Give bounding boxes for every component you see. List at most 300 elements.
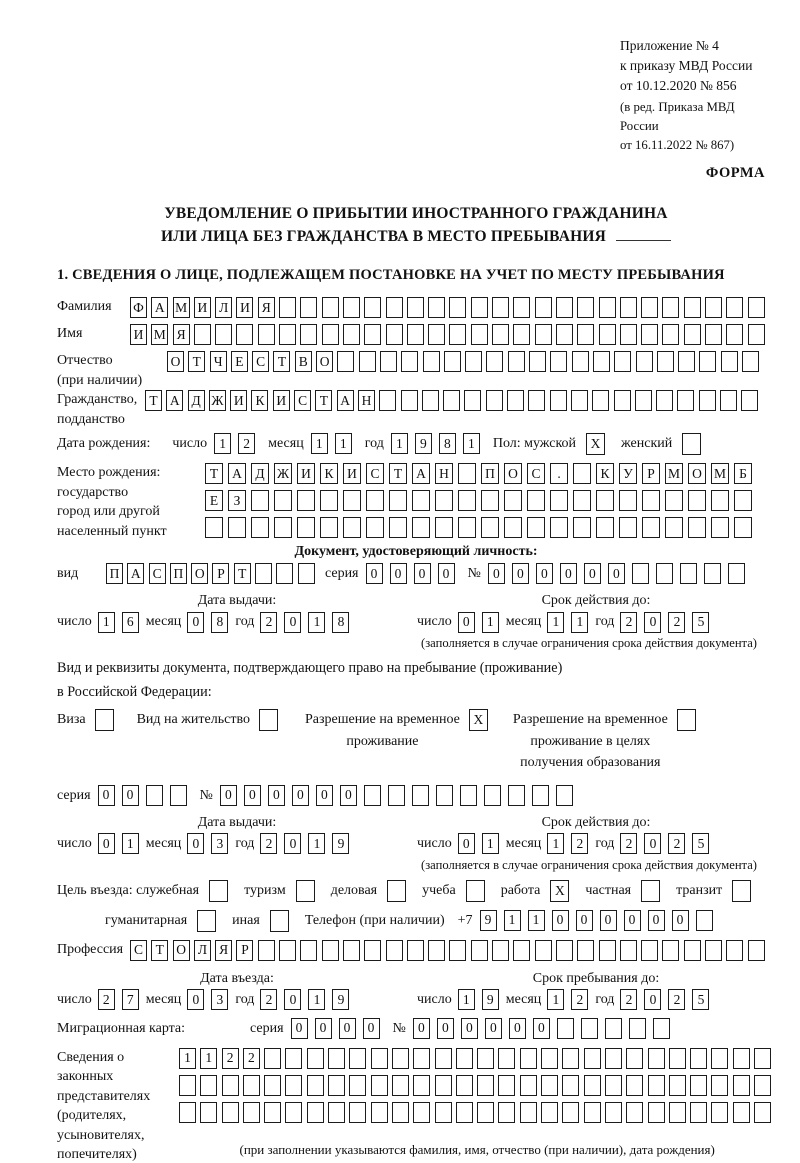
birthplace-cell[interactable] <box>573 463 591 484</box>
firstname-cell[interactable] <box>428 324 445 345</box>
citizenship-cell[interactable] <box>550 390 567 411</box>
doc-type-cell[interactable]: П <box>106 563 123 584</box>
visit-purpose-checkbox[interactable] <box>296 880 315 902</box>
representatives-cell[interactable]: 1 <box>200 1048 217 1069</box>
entry-dates-left-month-cell[interactable]: 0 <box>187 989 204 1010</box>
patronymic-cell[interactable] <box>593 351 610 372</box>
birthplace-cell[interactable]: . <box>550 463 568 484</box>
doc-dates-right-day-cell[interactable]: 1 <box>482 612 499 633</box>
birthplace-cell[interactable] <box>343 490 361 511</box>
patronymic-cell[interactable] <box>572 351 589 372</box>
birthdate-cell[interactable]: 9 <box>415 433 432 454</box>
birthplace-cell[interactable] <box>389 490 407 511</box>
birthplace-cell[interactable] <box>504 517 522 538</box>
citizenship-cell[interactable] <box>464 390 481 411</box>
doc-type-cell[interactable] <box>255 563 272 584</box>
doc-type-cell[interactable]: П <box>170 563 187 584</box>
doc-type-cell[interactable] <box>728 563 745 584</box>
representatives-cell[interactable] <box>222 1102 239 1123</box>
birthplace-cell[interactable]: О <box>504 463 522 484</box>
entry-dates-left-day-cell[interactable]: 2 <box>98 989 115 1010</box>
birthplace-cell[interactable] <box>481 517 499 538</box>
firstname-cell[interactable] <box>662 324 679 345</box>
permit-dates-left-year-cell[interactable]: 1 <box>308 833 325 854</box>
citizenship-cell[interactable]: Ж <box>209 390 226 411</box>
visit-purpose-checkbox[interactable] <box>641 880 660 902</box>
migration-card-cell[interactable]: 0 <box>533 1018 550 1039</box>
representatives-cell[interactable] <box>392 1075 409 1096</box>
firstname-cell[interactable] <box>535 324 552 345</box>
migration-card-cell[interactable]: 0 <box>461 1018 478 1039</box>
birthplace-cell[interactable] <box>458 490 476 511</box>
profession-cell[interactable] <box>748 940 765 961</box>
profession-cell[interactable] <box>258 940 275 961</box>
surname-cell[interactable] <box>641 297 658 318</box>
representatives-cell[interactable] <box>711 1102 728 1123</box>
birthplace-cell[interactable]: Е <box>205 490 223 511</box>
firstname-cell[interactable] <box>641 324 658 345</box>
citizenship-cell[interactable]: Т <box>315 390 332 411</box>
surname-cell[interactable] <box>407 297 424 318</box>
residence-permits-checkbox[interactable] <box>259 709 278 731</box>
migration-card-cell[interactable]: 0 <box>413 1018 430 1039</box>
profession-cell[interactable] <box>492 940 509 961</box>
profession-cell[interactable] <box>279 940 296 961</box>
profession-cell[interactable] <box>386 940 403 961</box>
profession-cell[interactable]: О <box>173 940 190 961</box>
permit-dates-right-day-cell[interactable]: 0 <box>458 833 475 854</box>
firstname-cell[interactable] <box>577 324 594 345</box>
birthdate-cell[interactable]: 8 <box>439 433 456 454</box>
surname-cell[interactable]: Я <box>258 297 275 318</box>
representatives-cell[interactable] <box>179 1075 196 1096</box>
doc-type-cell[interactable] <box>298 563 315 584</box>
patronymic-cell[interactable] <box>699 351 716 372</box>
visit-purpose-2-cell[interactable]: 0 <box>648 910 665 931</box>
patronymic-cell[interactable] <box>678 351 695 372</box>
patronymic-cell[interactable] <box>337 351 354 372</box>
birthplace-cell[interactable] <box>596 517 614 538</box>
birthplace-cell[interactable]: И <box>297 463 315 484</box>
surname-cell[interactable] <box>279 297 296 318</box>
birthplace-cell[interactable]: А <box>228 463 246 484</box>
doc-dates-right-year-cell[interactable]: 2 <box>620 612 637 633</box>
doc-dates-right-year-cell[interactable]: 0 <box>644 612 661 633</box>
birthplace-cell[interactable] <box>435 517 453 538</box>
doc-type-cell[interactable]: А <box>127 563 144 584</box>
doc-type-cell[interactable]: 0 <box>488 563 505 584</box>
permit-series-cell[interactable] <box>436 785 453 806</box>
patronymic-cell[interactable] <box>721 351 738 372</box>
representatives-cell[interactable] <box>648 1075 665 1096</box>
patronymic-cell[interactable] <box>444 351 461 372</box>
profession-cell[interactable] <box>705 940 722 961</box>
patronymic-cell[interactable] <box>359 351 376 372</box>
representatives-cell[interactable] <box>200 1075 217 1096</box>
patronymic-cell[interactable]: С <box>252 351 269 372</box>
patronymic-cell[interactable] <box>636 351 653 372</box>
representatives-cell[interactable] <box>690 1075 707 1096</box>
doc-type-cell[interactable]: 0 <box>414 563 431 584</box>
surname-cell[interactable] <box>556 297 573 318</box>
birthplace-cell[interactable] <box>251 517 269 538</box>
firstname-cell[interactable] <box>215 324 232 345</box>
representatives-cell[interactable] <box>733 1075 750 1096</box>
representatives-cell[interactable] <box>264 1102 281 1123</box>
birthdate-cell[interactable]: 2 <box>238 433 255 454</box>
representatives-cell[interactable] <box>562 1075 579 1096</box>
profession-cell[interactable]: Т <box>151 940 168 961</box>
doc-type-cell[interactable] <box>704 563 721 584</box>
permit-series-cell[interactable] <box>508 785 525 806</box>
surname-cell[interactable] <box>428 297 445 318</box>
birthplace-cell[interactable]: Д <box>251 463 269 484</box>
birthplace-cell[interactable]: С <box>366 463 384 484</box>
patronymic-cell[interactable]: Е <box>231 351 248 372</box>
representatives-cell[interactable] <box>605 1102 622 1123</box>
surname-cell[interactable] <box>449 297 466 318</box>
representatives-cell[interactable] <box>498 1075 515 1096</box>
representatives-cell[interactable] <box>626 1075 643 1096</box>
doc-type-cell[interactable]: С <box>149 563 166 584</box>
citizenship-cell[interactable] <box>741 390 758 411</box>
permit-series-cell[interactable]: 0 <box>220 785 237 806</box>
patronymic-cell[interactable] <box>423 351 440 372</box>
patronymic-cell[interactable] <box>380 351 397 372</box>
birthplace-cell[interactable] <box>274 517 292 538</box>
permit-series-cell[interactable] <box>170 785 187 806</box>
birthplace-cell[interactable]: М <box>711 463 729 484</box>
representatives-cell[interactable] <box>498 1048 515 1069</box>
citizenship-cell[interactable]: Д <box>188 390 205 411</box>
permit-series-cell[interactable]: 0 <box>122 785 139 806</box>
migration-card-cell[interactable] <box>557 1018 574 1039</box>
doc-dates-right-year-cell[interactable]: 5 <box>692 612 709 633</box>
profession-cell[interactable]: Я <box>215 940 232 961</box>
birthplace-cell[interactable]: Т <box>205 463 223 484</box>
firstname-cell[interactable] <box>748 324 765 345</box>
migration-card-cell[interactable]: 0 <box>315 1018 332 1039</box>
firstname-cell[interactable] <box>620 324 637 345</box>
representatives-cell[interactable] <box>285 1102 302 1123</box>
representatives-cell[interactable] <box>413 1075 430 1096</box>
surname-cell[interactable]: И <box>236 297 253 318</box>
profession-cell[interactable] <box>535 940 552 961</box>
permit-series-cell[interactable] <box>484 785 501 806</box>
migration-card-cell[interactable]: 0 <box>363 1018 380 1039</box>
representatives-cell[interactable] <box>711 1075 728 1096</box>
doc-type-cell[interactable]: 0 <box>584 563 601 584</box>
doc-dates-left-month-cell[interactable]: 0 <box>187 612 204 633</box>
doc-dates-left-year-cell[interactable]: 0 <box>284 612 301 633</box>
entry-dates-right-month-cell[interactable]: 1 <box>547 989 564 1010</box>
birthplace-cell[interactable] <box>366 517 384 538</box>
citizenship-cell[interactable] <box>486 390 503 411</box>
representatives-cell[interactable] <box>605 1048 622 1069</box>
visit-purpose-2-cell[interactable]: 0 <box>576 910 593 931</box>
representatives-cell[interactable] <box>307 1075 324 1096</box>
permit-series-cell[interactable]: 0 <box>340 785 357 806</box>
representatives-cell[interactable] <box>371 1102 388 1123</box>
visit-purpose-2-checkbox[interactable] <box>270 910 289 932</box>
profession-cell[interactable] <box>407 940 424 961</box>
birthdate-checkbox[interactable] <box>682 433 701 455</box>
surname-cell[interactable]: Л <box>215 297 232 318</box>
doc-type-cell[interactable]: Т <box>234 563 251 584</box>
surname-cell[interactable]: А <box>151 297 168 318</box>
permit-dates-right-year-cell[interactable]: 2 <box>668 833 685 854</box>
surname-cell[interactable] <box>662 297 679 318</box>
birthplace-cell[interactable] <box>596 490 614 511</box>
profession-cell[interactable] <box>322 940 339 961</box>
entry-dates-right-year-cell[interactable]: 5 <box>692 989 709 1010</box>
birthplace-cell[interactable]: З <box>228 490 246 511</box>
birthplace-cell[interactable] <box>711 490 729 511</box>
entry-dates-left-year-cell[interactable]: 9 <box>332 989 349 1010</box>
representatives-cell[interactable] <box>541 1075 558 1096</box>
doc-dates-right-month-cell[interactable]: 1 <box>571 612 588 633</box>
representatives-cell[interactable] <box>392 1048 409 1069</box>
migration-card-cell[interactable]: 0 <box>339 1018 356 1039</box>
birthplace-cell[interactable] <box>228 517 246 538</box>
doc-type-cell[interactable]: 0 <box>512 563 529 584</box>
surname-cell[interactable] <box>726 297 743 318</box>
birthplace-cell[interactable] <box>665 517 683 538</box>
visit-purpose-2-checkbox[interactable] <box>197 910 216 932</box>
representatives-cell[interactable] <box>243 1075 260 1096</box>
representatives-cell[interactable] <box>477 1102 494 1123</box>
residence-permits-checkbox[interactable] <box>677 709 696 731</box>
birthplace-cell[interactable] <box>573 490 591 511</box>
representatives-cell[interactable] <box>435 1075 452 1096</box>
birthdate-cell[interactable]: 1 <box>335 433 352 454</box>
birthplace-cell[interactable] <box>642 490 660 511</box>
firstname-cell[interactable] <box>599 324 616 345</box>
representatives-cell[interactable] <box>541 1102 558 1123</box>
doc-type-cell[interactable]: 0 <box>608 563 625 584</box>
birthplace-cell[interactable] <box>711 517 729 538</box>
profession-cell[interactable] <box>620 940 637 961</box>
permit-dates-left-day-cell[interactable]: 1 <box>122 833 139 854</box>
permit-series-cell[interactable] <box>146 785 163 806</box>
patronymic-cell[interactable]: О <box>316 351 333 372</box>
profession-cell[interactable]: С <box>130 940 147 961</box>
representatives-cell[interactable] <box>307 1048 324 1069</box>
birthdate-checkbox[interactable]: X <box>586 433 605 455</box>
representatives-cell[interactable] <box>584 1048 601 1069</box>
migration-card-cell[interactable] <box>605 1018 622 1039</box>
doc-type-cell[interactable]: 0 <box>390 563 407 584</box>
birthplace-cell[interactable] <box>458 517 476 538</box>
doc-dates-left-year-cell[interactable]: 1 <box>308 612 325 633</box>
surname-cell[interactable] <box>300 297 317 318</box>
representatives-cell[interactable] <box>222 1075 239 1096</box>
entry-dates-right-month-cell[interactable]: 2 <box>571 989 588 1010</box>
profession-cell[interactable] <box>471 940 488 961</box>
citizenship-cell[interactable]: С <box>294 390 311 411</box>
doc-dates-right-month-cell[interactable]: 1 <box>547 612 564 633</box>
citizenship-cell[interactable] <box>443 390 460 411</box>
citizenship-cell[interactable]: И <box>230 390 247 411</box>
representatives-cell[interactable] <box>605 1075 622 1096</box>
patronymic-cell[interactable] <box>550 351 567 372</box>
firstname-cell[interactable]: М <box>151 324 168 345</box>
birthplace-cell[interactable] <box>504 490 522 511</box>
birthdate-cell[interactable]: 1 <box>463 433 480 454</box>
representatives-cell[interactable] <box>413 1102 430 1123</box>
doc-type-cell[interactable]: 0 <box>536 563 553 584</box>
representatives-cell[interactable] <box>328 1075 345 1096</box>
firstname-cell[interactable] <box>556 324 573 345</box>
surname-cell[interactable] <box>322 297 339 318</box>
doc-dates-right-year-cell[interactable]: 2 <box>668 612 685 633</box>
visit-purpose-2-cell[interactable]: 1 <box>504 910 521 931</box>
migration-card-cell[interactable]: 0 <box>291 1018 308 1039</box>
profession-cell[interactable] <box>513 940 530 961</box>
profession-cell[interactable] <box>599 940 616 961</box>
birthplace-cell[interactable]: Н <box>435 463 453 484</box>
visit-purpose-2-cell[interactable]: 0 <box>672 910 689 931</box>
birthplace-cell[interactable]: П <box>481 463 499 484</box>
surname-cell[interactable] <box>599 297 616 318</box>
birthplace-cell[interactable]: У <box>619 463 637 484</box>
representatives-cell[interactable]: 1 <box>179 1048 196 1069</box>
citizenship-cell[interactable]: К <box>251 390 268 411</box>
surname-cell[interactable] <box>364 297 381 318</box>
citizenship-cell[interactable] <box>592 390 609 411</box>
profession-cell[interactable]: Р <box>236 940 253 961</box>
entry-dates-right-year-cell[interactable]: 0 <box>644 989 661 1010</box>
visit-purpose-checkbox[interactable] <box>466 880 485 902</box>
citizenship-cell[interactable] <box>720 390 737 411</box>
representatives-cell[interactable] <box>328 1102 345 1123</box>
representatives-cell[interactable] <box>520 1075 537 1096</box>
visit-purpose-2-cell[interactable]: 9 <box>480 910 497 931</box>
permit-series-cell[interactable]: 0 <box>98 785 115 806</box>
firstname-cell[interactable] <box>705 324 722 345</box>
permit-dates-left-year-cell[interactable]: 0 <box>284 833 301 854</box>
patronymic-cell[interactable]: Т <box>188 351 205 372</box>
permit-dates-left-year-cell[interactable]: 2 <box>260 833 277 854</box>
representatives-cell[interactable] <box>520 1102 537 1123</box>
representatives-cell[interactable] <box>733 1048 750 1069</box>
surname-cell[interactable]: М <box>173 297 190 318</box>
doc-dates-left-month-cell[interactable]: 8 <box>211 612 228 633</box>
entry-dates-right-year-cell[interactable]: 2 <box>620 989 637 1010</box>
birthplace-cell[interactable]: И <box>343 463 361 484</box>
birthplace-cell[interactable] <box>550 490 568 511</box>
citizenship-cell[interactable] <box>528 390 545 411</box>
visit-purpose-checkbox[interactable] <box>732 880 751 902</box>
visit-purpose-checkbox[interactable] <box>209 880 228 902</box>
patronymic-cell[interactable] <box>529 351 546 372</box>
representatives-cell[interactable] <box>648 1048 665 1069</box>
profession-cell[interactable] <box>449 940 466 961</box>
surname-cell[interactable] <box>386 297 403 318</box>
birthplace-cell[interactable] <box>297 517 315 538</box>
patronymic-cell[interactable]: В <box>295 351 312 372</box>
birthplace-cell[interactable] <box>343 517 361 538</box>
firstname-cell[interactable] <box>684 324 701 345</box>
birthplace-cell[interactable] <box>320 490 338 511</box>
representatives-cell[interactable] <box>477 1048 494 1069</box>
permit-series-cell[interactable]: 0 <box>316 785 333 806</box>
birthplace-cell[interactable] <box>688 517 706 538</box>
doc-dates-left-day-cell[interactable]: 6 <box>122 612 139 633</box>
representatives-cell[interactable] <box>285 1048 302 1069</box>
birthplace-cell[interactable]: К <box>320 463 338 484</box>
representatives-cell[interactable] <box>669 1075 686 1096</box>
representatives-cell[interactable] <box>285 1075 302 1096</box>
birthplace-cell[interactable] <box>458 463 476 484</box>
surname-cell[interactable] <box>471 297 488 318</box>
entry-dates-left-day-cell[interactable]: 7 <box>122 989 139 1010</box>
birthplace-cell[interactable] <box>320 517 338 538</box>
firstname-cell[interactable] <box>386 324 403 345</box>
birthplace-cell[interactable] <box>366 490 384 511</box>
representatives-cell[interactable] <box>584 1075 601 1096</box>
birthplace-cell[interactable] <box>435 490 453 511</box>
citizenship-cell[interactable] <box>401 390 418 411</box>
firstname-cell[interactable] <box>343 324 360 345</box>
patronymic-cell[interactable] <box>401 351 418 372</box>
citizenship-cell[interactable] <box>422 390 439 411</box>
citizenship-cell[interactable] <box>677 390 694 411</box>
citizenship-cell[interactable] <box>614 390 631 411</box>
birthplace-cell[interactable]: К <box>596 463 614 484</box>
representatives-cell[interactable] <box>349 1102 366 1123</box>
birthplace-cell[interactable] <box>389 517 407 538</box>
surname-cell[interactable] <box>343 297 360 318</box>
surname-cell[interactable] <box>705 297 722 318</box>
firstname-cell[interactable] <box>471 324 488 345</box>
representatives-cell[interactable] <box>754 1102 771 1123</box>
firstname-cell[interactable] <box>492 324 509 345</box>
citizenship-cell[interactable] <box>571 390 588 411</box>
birthplace-cell[interactable]: М <box>665 463 683 484</box>
patronymic-cell[interactable]: О <box>167 351 184 372</box>
representatives-cell[interactable] <box>371 1075 388 1096</box>
profession-cell[interactable] <box>300 940 317 961</box>
surname-cell[interactable] <box>748 297 765 318</box>
entry-dates-right-year-cell[interactable]: 2 <box>668 989 685 1010</box>
entry-dates-left-month-cell[interactable]: 3 <box>211 989 228 1010</box>
representatives-cell[interactable] <box>520 1048 537 1069</box>
representatives-cell[interactable] <box>264 1075 281 1096</box>
patronymic-cell[interactable] <box>508 351 525 372</box>
doc-dates-right-day-cell[interactable]: 0 <box>458 612 475 633</box>
residence-permits-checkbox[interactable] <box>95 709 114 731</box>
profession-cell[interactable]: Л <box>194 940 211 961</box>
surname-cell[interactable] <box>620 297 637 318</box>
representatives-cell[interactable]: 2 <box>243 1048 260 1069</box>
birthplace-cell[interactable] <box>619 490 637 511</box>
surname-cell[interactable] <box>684 297 701 318</box>
representatives-cell[interactable] <box>328 1048 345 1069</box>
representatives-cell[interactable] <box>498 1102 515 1123</box>
birthplace-cell[interactable] <box>274 490 292 511</box>
doc-type-cell[interactable]: 0 <box>560 563 577 584</box>
birthplace-cell[interactable]: Р <box>642 463 660 484</box>
birthplace-cell[interactable] <box>665 490 683 511</box>
patronymic-cell[interactable]: Т <box>273 351 290 372</box>
profession-cell[interactable] <box>641 940 658 961</box>
entry-dates-left-year-cell[interactable]: 1 <box>308 989 325 1010</box>
permit-dates-right-year-cell[interactable]: 5 <box>692 833 709 854</box>
birthplace-cell[interactable]: Ж <box>274 463 292 484</box>
doc-dates-left-year-cell[interactable]: 8 <box>332 612 349 633</box>
patronymic-cell[interactable]: Ч <box>210 351 227 372</box>
